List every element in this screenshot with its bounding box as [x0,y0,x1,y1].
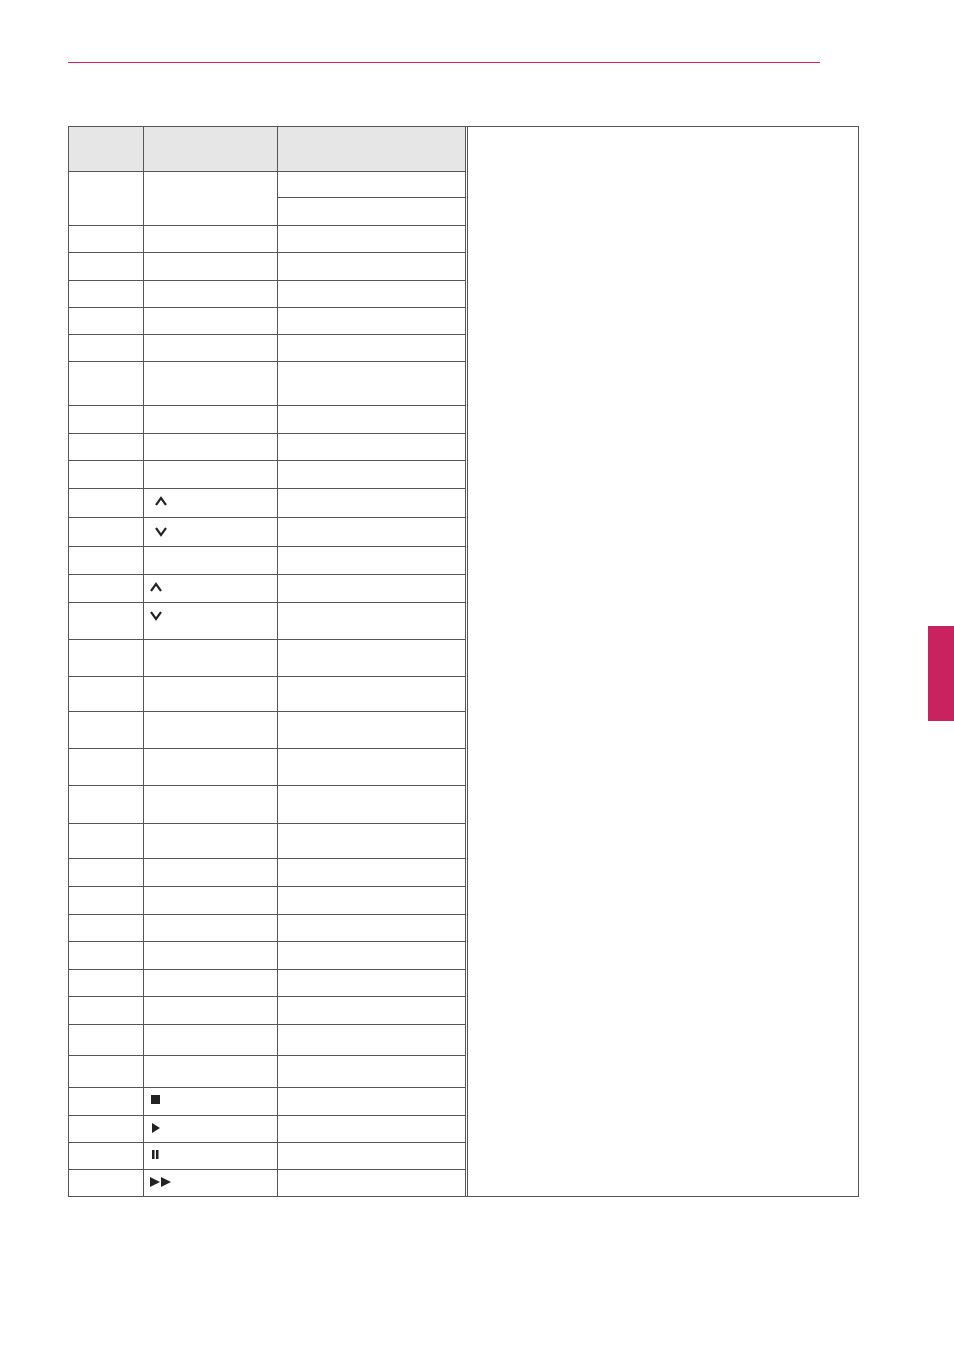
table-row [69,823,466,859]
note-cell [277,785,466,823]
code-cell [69,518,143,547]
page-header [844,40,858,60]
table-row [69,1088,466,1116]
table-row [69,334,466,362]
ir-codes-tables [68,126,859,1197]
code-cell [69,308,143,335]
table-row [69,518,466,547]
table-row [69,859,466,887]
table-row [69,886,466,914]
function-cell [143,308,277,335]
function-cell [143,997,277,1025]
function-cell [143,969,277,997]
table-row [69,362,466,406]
table-row [69,406,466,434]
note-cell [277,574,466,603]
code-cell [69,603,143,640]
table-row [69,603,466,640]
note-cell [277,518,466,547]
note-cell [277,603,466,640]
function-cell [143,547,277,575]
chevron-down-icon [154,524,168,540]
note-cell [277,1024,466,1056]
code-cell [69,461,143,489]
note-cell [277,1115,466,1143]
note-cell [277,997,466,1025]
table-row [69,172,466,198]
code-cell [69,1088,143,1116]
note-cell [277,749,466,786]
code-cell [69,1056,143,1088]
note-cell [277,823,466,859]
code-cell [69,712,143,749]
chevron-up-icon [149,580,163,596]
chevron-down-icon [149,608,163,624]
note-cell [277,406,466,434]
function-cell [143,518,277,547]
note-cell [277,1169,466,1196]
note-cell [277,488,466,518]
function-cell [143,253,277,281]
table-row [69,308,466,335]
code-cell [69,1143,143,1170]
code-cell [69,1024,143,1056]
function-cell [143,785,277,823]
function-cell [143,433,277,461]
fast-forward-icon [149,1175,175,1191]
table-row [69,676,466,712]
note-cell [277,308,466,335]
function-cell [143,280,277,308]
table-row [69,461,466,489]
function-cell [143,1115,277,1143]
note-cell [277,639,466,676]
note-cell [277,253,466,281]
note-cell [277,334,466,362]
table-row [69,574,466,603]
code-cell [69,823,143,859]
pause-icon [149,1148,163,1164]
code-cell [69,676,143,712]
note-cell [277,461,466,489]
note-cell [277,886,466,914]
note-cell [277,914,466,942]
column-header-function [143,127,277,172]
ir-codes-table-right [468,127,860,1196]
language-tab [928,626,954,721]
function-cell [143,334,277,362]
code-cell [69,914,143,942]
code-cell [69,574,143,603]
code-cell [69,859,143,887]
ir-codes-table-left [69,127,468,1196]
note-cell [277,1143,466,1170]
function-cell [143,942,277,970]
code-cell [69,1115,143,1143]
code-cell [69,253,143,281]
function-cell [143,914,277,942]
code-cell [69,639,143,676]
table-row [69,225,466,253]
table-row [69,969,466,997]
note-cell [277,942,466,970]
code-cell [69,997,143,1025]
table-row [69,433,466,461]
header-divider [68,62,820,63]
table-row [69,1143,466,1170]
stop-icon [149,1093,163,1109]
function-cell [143,823,277,859]
function-cell [143,225,277,253]
function-cell [143,406,277,434]
column-header-note [277,127,466,172]
function-cell [143,574,277,603]
code-cell [69,547,143,575]
table-header-row [69,127,466,172]
note-cell [277,712,466,749]
table-row [69,997,466,1025]
function-cell [143,676,277,712]
code-cell [69,942,143,970]
note-cell [277,547,466,575]
table-row [69,914,466,942]
code-cell [69,225,143,253]
function-cell [143,461,277,489]
chevron-up-icon [154,494,168,510]
code-cell [69,280,143,308]
function-cell [143,1169,277,1196]
table-row [69,488,466,518]
function-cell [143,1143,277,1170]
code-cell [69,488,143,518]
table-row [69,785,466,823]
note-cell [277,676,466,712]
code-cell [69,749,143,786]
code-cell [69,969,143,997]
code-cell [69,362,143,406]
function-cell [143,639,277,676]
code-cell [69,1169,143,1196]
table-row [69,1115,466,1143]
table-row [69,547,466,575]
function-cell [143,886,277,914]
note-cell [277,969,466,997]
function-cell [143,712,277,749]
column-header-code [69,127,143,172]
note-cell [277,280,466,308]
table-row [69,280,466,308]
function-cell [143,749,277,786]
note-cell [277,1056,466,1088]
function-cell [143,603,277,640]
code-cell [69,334,143,362]
note-cell [277,1088,466,1116]
function-cell [143,1024,277,1056]
code-cell [69,785,143,823]
function-cell [143,488,277,518]
function-cell [143,1056,277,1088]
table-row [69,1056,466,1088]
table-row [69,1169,466,1196]
function-cell [143,1088,277,1116]
note-cell [277,859,466,887]
table-row [69,749,466,786]
code-cell [69,433,143,461]
note-cell [277,225,466,253]
note-cell [277,362,466,406]
function-cell [143,362,277,406]
code-cell [69,172,143,225]
code-cell [69,406,143,434]
table-row [69,712,466,749]
play-icon [149,1121,163,1137]
note-cell [277,433,466,461]
table-row [69,639,466,676]
table-row [69,942,466,970]
function-cell [143,859,277,887]
code-cell [69,886,143,914]
note-cell [277,172,466,198]
table-row [69,253,466,281]
table-row [69,1024,466,1056]
function-cell [143,172,277,225]
